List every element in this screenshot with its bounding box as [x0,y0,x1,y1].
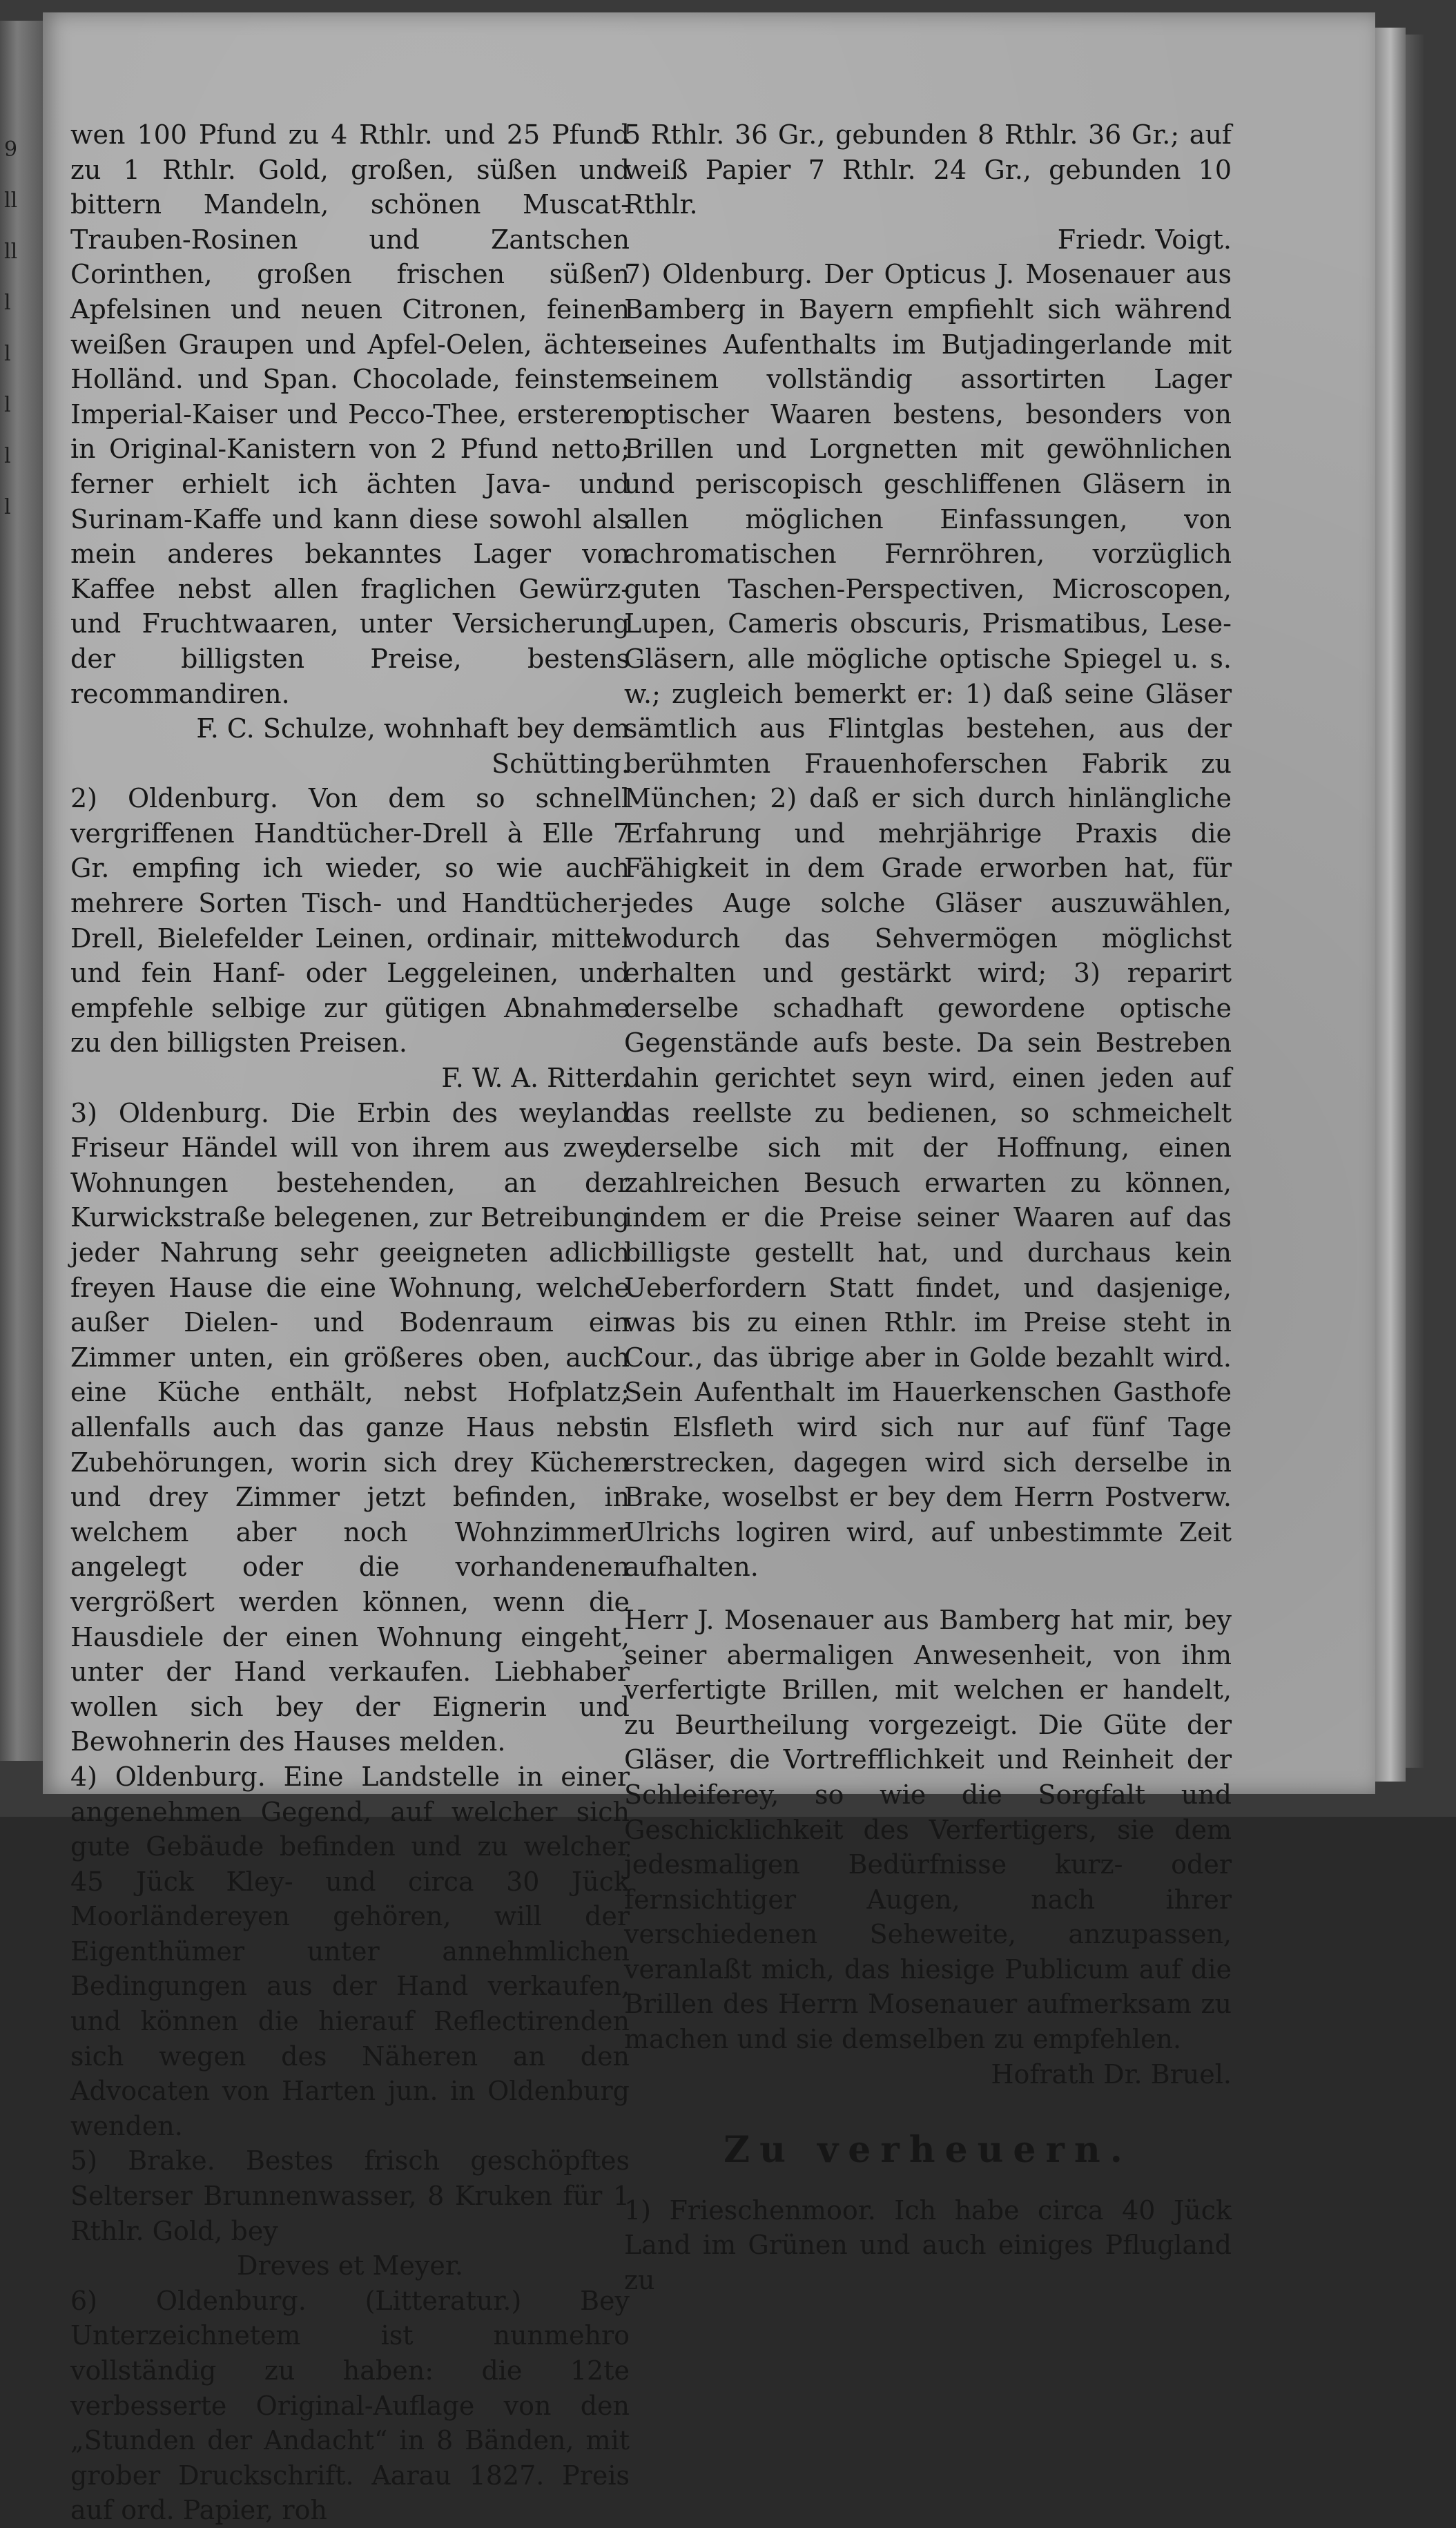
margin-fragment: l [4,291,11,315]
signature-dreves-meyer: Dreves et Meyer. [237,2250,463,2281]
advertisement-6: 6) Oldenburg. (Litteratur.) Bey Unterzeichnetem ist nunmehro vollständig zu haben: die 12te verbesserte Original-Auflage von den „Stunden der Andacht“ in 8 Bänden, mit grober Druckschrift. Aarau 1827. Preis auf ord. Papier, roh [70,2285,630,2526]
left-column [70,117,630,2528]
advertisement-1-continued: wen 100 Pfund zu 4 Rthlr. und 25 Pfund zu 1 Rthlr. Gold, großen, süßen und bittern Mandeln, schönen Muscat-Trauben-Rosinen und Zantschen Corinthen, großen frischen süßen Apfelsinen und neuen Citronen, feinen weißen Graupen und Apfel-Oelen, ächter Holländ. und Span. Chocolade, feinstem Imperial-Kaiser und Pecco-Thee, ersteren in Original-Kanistern von 2 Pfund netto; ferner erhielt ich ächten Java- und Surinam-Kaffe und kann diese sowohl als mein anderes bekanntes Lager von Kaffee nebst allen fraglichen Gewürz- und Fruchtwaaren, unter Versicherung der billigsten Preise, bestens recommandiren. [70,119,630,709]
signature-bruel: Hofrath Dr. Bruel. [991,2058,1232,2090]
margin-fragment: l [4,393,11,417]
advertisement-6-continued: 5 Rthlr. 36 Gr., gebunden 8 Rthlr. 36 Gr.; auf weiß Papier 7 Rthlr. 24 Gr., gebunden 10 Rthlr. [624,119,1232,220]
advertisement-5: 5) Brake. Bestes frisch geschöpftes Selterser Brunnenwasser, 8 Kruken für 1 Rthlr. Gold, bey [70,2145,630,2246]
testimonial: Herr J. Mosenauer aus Bamberg hat mir, bey seiner abermaligen Anwesenheit, von ihm verfertigte Brillen, mit welchen er handelt, zu Beurtheilung vorgezeigt. Die Güte der Gläser, die Vortrefflichkeit und Reinheit der Schleiferey, so wie die Sorgfalt und Geschicklichkeit des Verfertigers, sie dem jedesmaligen Bedürfnisse kurz- oder fernsichtiger Augen, nach ihrer verschiedenen Seheweite, anzupassen, veranlaßt mich, das hiesige Publicum auf die Brillen des Herrn Mosenauer aufmerksam zu machen und sie demselben zu empfehlen. [624,1604,1232,2055]
facing-page-text-fragments [4,124,18,533]
advertisement-3: 3) Oldenburg. Die Erbin des weyland Friseur Händel will von ihrem aus zwey Wohnungen bestehenden, an der Kurwickstraße belegenen, zur Betreibung jeder Nahrung sehr geeigneten adlich freyen Hause die eine Wohnung, welche außer Dielen- und Bodenraum ein Zimmer unten, ein größeres oben, auch eine Küche enthält, nebst Hofplatz; allenfalls auch das ganze Haus nebst Zubehörungen, worin sich drey Küchen und drey Zimmer jetzt befinden, in welchem aber noch Wohnzimmer angelegt oder die vorhandenen vergrößert werden können, wenn die Hausdiele der einen Wohnung eingeht, unter der Hand verkaufen. Liebhaber wollen sich bey der Eignerin und Bewohnerin des Hauses melden. [70,1097,630,1757]
margin-fragment: 9 [4,137,18,162]
newspaper-page [43,12,1375,2526]
advertisement-4: 4) Oldenburg. Eine Landstelle in einer angenehmen Gegend, auf welcher sich gute Gebäude befinden und zu welcher 45 Jück Kley- und circa 30 Jück Moorländereyen gehören, will der Eigenthümer unter annehmlichen Bedingungen aus der Hand verkaufen, und können die hierauf Reflectirenden sich wegen des Näheren an den Advocaten von Harten jun. in Oldenburg wenden. [70,1761,630,2141]
signature-schulze: F. C. Schulze, wohnhaft bey dem Schütting. [196,713,630,779]
signature-voigt: Friedr. Voigt. [1057,224,1232,255]
signature-ritter: F. W. A. Ritter. [441,1063,630,1094]
margin-fragment: l [4,444,11,468]
margin-fragment: l [4,495,11,519]
paragraph-gap [624,1585,1232,1603]
margin-fragment: l [4,342,11,366]
section-heading: Zu verheuern. [724,2129,1132,2172]
facing-page-edge [0,21,43,1761]
margin-fragment: ll [4,189,18,213]
right-column [624,117,1232,2298]
advertisement-7: 7) Oldenburg. Der Opticus J. Mosenauer aus Bamberg in Bayern empfiehlt sich während seines Aufenthalts im Butjadingerlande mit seinem vollständig assortirten Lager optischer Waaren bestens, besonders von Brillen und Lorgnetten mit gewöhnlichen und periscopisch geschliffenen Gläsern in allen möglichen Einfassungen, von achromatischen Fernröhren, vorzüglich guten Taschen-Perspectiven, Microscopen, Lupen, Cameris obscuris, Prismatibus, Lese-Gläsern, alle mögliche optische Spiegel u. s. w.; zugleich bemerkt er: 1) daß seine Gläser sämtlich aus Flintglas bestehen, aus der berühmten Frauenhoferschen Fabrik zu München; 2) daß er sich durch hinlängliche Erfahrung und mehrjährige Praxis die Fähigkeit in dem Grade erworben hat, für jedes Auge solche Gläser auszuwählen, wodurch das Sehvermögen möglichst erhalten und gestärkt wird; 3) reparirt derselbe schadhaft gewordene optische Gegenstände aufs beste. Da sein Bestreben dahin gerichtet seyn wird, einen jeden auf das reellste zu bedienen, so schmeichelt derselbe sich mit der Hoffnung, einen zahlreichen Besuch erwarten zu können, indem er die Preise seiner Waaren auf das billigste gestellt hat, und durchaus kein Ueberfordern Statt findet, und dasjenige, was bis zu einen Rthlr. im Preise steht in Cour., das übrige aber in Golde bezahlt wird. Sein Aufenthalt im Hauerkenschen Gasthofe in Elsfleth wird sich nur auf fünf Tage erstrecken, dagegen wird sich derselbe in Brake, woselbst er bey dem Herrn Postverw. Ulrichs logiren wird, auf unbestimmte Zeit aufhalten. [624,259,1232,1583]
rental-listing-1: 1) Frieschenmoor. Ich habe circa 40 Jück Land im Grünen und auch einiges Pflugland zu [624,2194,1232,2296]
page-stack-edge [1375,28,1406,1782]
advertisement-2: 2) Oldenburg. Von dem so schnell vergriffenen Handtücher-Drell à Elle 7 Gr. empfing ich wieder, so wie auch mehrere Sorten Tisch- und Handtücher-Drell, Bielefelder Leinen, ordinair, mittel und fein Hanf- oder Leggeleinen, und empfehle selbige zur gütigen Abnahme zu den billigsten Preisen. [70,783,630,1059]
margin-fragment: ll [4,240,18,264]
